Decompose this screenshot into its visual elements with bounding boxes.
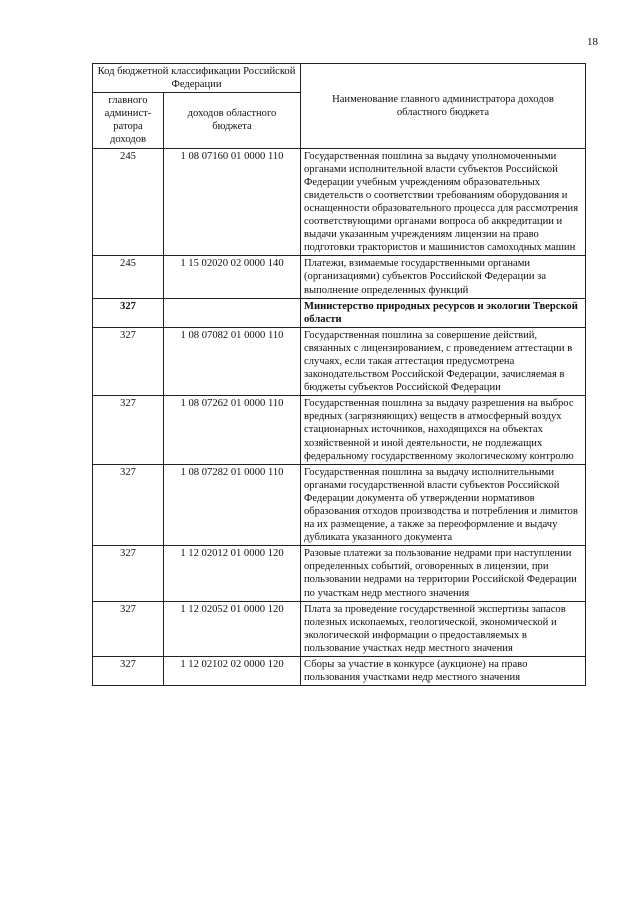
admin-code-cell: 327 bbox=[93, 657, 164, 686]
description-cell: Сборы за участие в конкурсе (аукционе) на право пользования участками недр местного значения bbox=[301, 657, 586, 686]
table-row bbox=[93, 464, 586, 546]
table-row bbox=[93, 148, 586, 256]
admin-code-cell: 327 bbox=[93, 546, 164, 601]
description-cell: Плата за проведение государственной экспертизы запасов полезных ископаемых, геологической, экономической и экологической информации о предоставляемых в пользование участках недр местного значения bbox=[301, 601, 586, 656]
admin-code-cell: 327 bbox=[93, 601, 164, 656]
description-cell: Государственная пошлина за совершение действий, связанных с лицензированием, с проведением аттестации в случаях, если такая аттестация предусмотрена законодательством Российской Федерации, зачисляемая в бюджеты субъектов Российской Федерации bbox=[301, 327, 586, 395]
admin-code-cell: 327 bbox=[93, 464, 164, 546]
table-body bbox=[93, 148, 586, 686]
income-code-cell: 1 12 02102 02 0000 120 bbox=[164, 657, 301, 686]
income-code-cell: 1 12 02012 01 0000 120 bbox=[164, 546, 301, 601]
description-cell: Разовые платежи за пользование недрами при наступлении определенных событий, оговоренных в лицензии, при пользовании недрами на территории Российской Федерации по участкам недр местного значения bbox=[301, 546, 586, 601]
header-col-income bbox=[164, 93, 301, 148]
table-row bbox=[93, 396, 586, 464]
table-row bbox=[93, 546, 586, 601]
description-cell: Министерство природных ресурсов и экологии Тверской области bbox=[301, 298, 586, 327]
header-group-title: Код бюджетной классификации Российской Федерации bbox=[93, 64, 301, 93]
income-code-cell: 1 08 07082 01 0000 110 bbox=[164, 327, 301, 395]
header-col-income-text: доходов областного бюджета bbox=[187, 108, 277, 133]
admin-code-cell: 245 bbox=[93, 148, 164, 256]
income-code-cell: 1 08 07160 01 0000 110 bbox=[164, 148, 301, 256]
page-number: 18 bbox=[587, 36, 598, 48]
income-code-cell: 1 15 02020 02 0000 140 bbox=[164, 256, 301, 298]
income-code-cell: 1 08 07282 01 0000 110 bbox=[164, 464, 301, 546]
description-cell: Государственная пошлина за выдачу разрешения на выброс вредных (загрязняющих) веществ в атмосферный воздух стационарных источников, находящихся на объектах хозяйственной и иной деятельности, не подлежащих федеральному государственному экологическому контролю bbox=[301, 396, 586, 464]
header-col-name-text: Наименование главного администратора доходов областного бюджета bbox=[332, 93, 554, 118]
table-row bbox=[93, 601, 586, 656]
budget-classification-table bbox=[92, 63, 586, 686]
income-code-cell bbox=[164, 298, 301, 327]
header-col-name bbox=[301, 64, 586, 149]
admin-code-cell: 327 bbox=[93, 327, 164, 395]
table-row bbox=[93, 298, 586, 327]
admin-code-cell: 327 bbox=[93, 298, 164, 327]
income-code-cell: 1 12 02052 01 0000 120 bbox=[164, 601, 301, 656]
table-row bbox=[93, 327, 586, 395]
description-cell: Государственная пошлина за выдачу уполномоченными органами исполнительной власти субъектов Российской Федерации учебным учреждениям образовательных свидетельств о соответствии требованиям оборудования и оснащенности образовательного процесса для рассмотрения соответствующими органами вопроса об аккредитации и выдачи указанным учреждениям лицензии на право подготовки трактористов и машинистов самоходных машин bbox=[301, 148, 586, 256]
income-code-cell: 1 08 07262 01 0000 110 bbox=[164, 396, 301, 464]
admin-code-cell: 327 bbox=[93, 396, 164, 464]
admin-code-cell: 245 bbox=[93, 256, 164, 298]
description-cell: Платежи, взимаемые государственными органами (организациями) субъектов Российской Федерации за выполнение определенных функций bbox=[301, 256, 586, 298]
table-row bbox=[93, 256, 586, 298]
description-cell: Государственная пошлина за выдачу исполнительными органами государственной власти субъектов Российской Федерации документа об утверждении нормативов образования отходов производства и потребления и лимитов на их размещение, а также за переоформление и выдачу дубликата указанного документа bbox=[301, 464, 586, 546]
header-col-admin: главного админист- ратора доходов bbox=[93, 93, 164, 148]
table-row bbox=[93, 657, 586, 686]
